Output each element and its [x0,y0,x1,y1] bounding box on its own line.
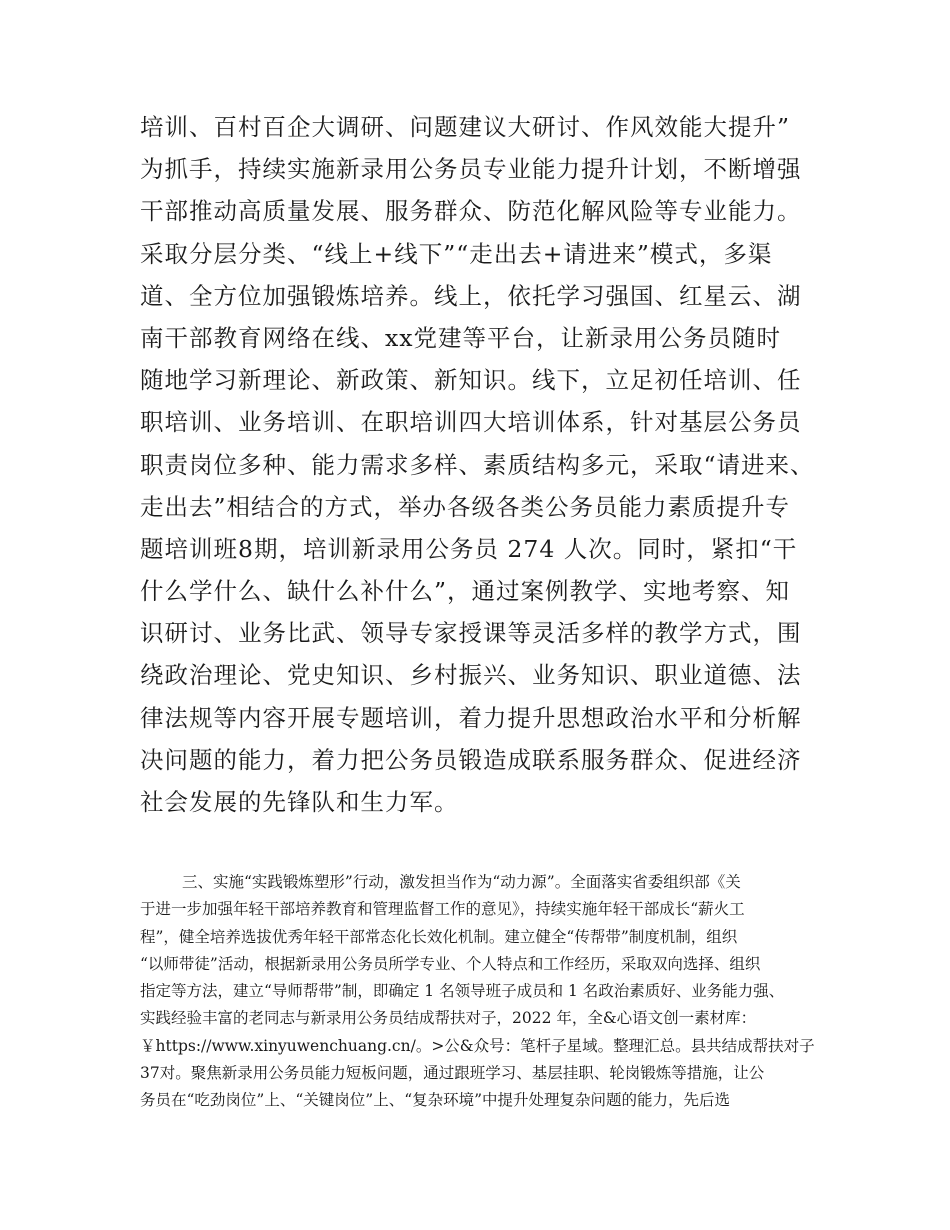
text-line: 道、全方位加强锻炼培养。线上，依托学习强国、红星云、湖 [140,281,802,310]
text-line: “以师带徒”活动，根据新录用公务员所学专业、个人特点和工作经历，采取双向选择、组织 [140,954,761,973]
text-line: 走出去”相结合的方式，举办各级各类公务员能力素质提升专 [140,492,791,521]
text-line: 三、实施“实践锻炼塑形”行动，激发担当作为“动力源”。全面落实省委组织部《关 [182,873,741,891]
text-line: 绕政治理论、党史知识、乡村振兴、业务知识、职业道德、法 [140,661,802,690]
text-line: 律法规等内容开展专题培训，着力提升思想政治水平和分析解 [140,703,802,732]
text-line: ￥https://www.xinyuwenchuang.cn/。>公&众号：笔杆子星域。整理汇总。县共结成帮扶对子 [140,1036,815,1055]
text-line: 为抓手，持续实施新录用公务员专业能力提升计划，不断增强 [140,155,802,184]
paragraph-small [140,869,815,1115]
text-line: 指定等方法，建立“导师帮带”制，即确定 1 名领导班子成员和 1 名政治素质好、业务能力强、 [140,982,785,1001]
text-line: 识研讨、业务比武、领导专家授课等灵活多样的教学方式，围 [140,619,802,648]
text-line: 题培训班8期，培训新录用公务员 274 人次。同时，紧扣“干 [140,534,798,563]
text-line: 社会发展的先锋队和生力军。 [140,788,459,816]
text-line: 随地学习新理论、新政策、新知识。线下，立足初任培训、任 [140,366,802,395]
text-line: 职培训、业务培训、在职培训四大培训体系，针对基层公务员 [140,408,802,437]
text-line: 培训、百村百企大调研、问题建议大研讨、作风效能大提升” [140,113,791,141]
text-line: 于进一步加强年轻干部培养教育和管理监督工作的意见》，持续实施年轻干部成长“薪火工 [140,900,745,919]
text-line: 程”，健全培养选拔优秀年轻干部常态化长效化机制。建立健全“传帮带”制度机制，组织 [140,927,738,946]
text-line: 实践经验丰富的老同志与新录用公务员结成帮扶对子，2022 年，全&心语文创一素材库： [140,1009,757,1028]
text-line: 决问题的能力，着力把公务员锻造成联系服务群众、促进经济 [140,745,802,774]
text-line: 采取分层分类、“线上+线下”“走出去+请进来”模式，多渠 [140,239,773,268]
text-line: 什么学什么、缺什么补什么”，通过案例教学、实地考察、知 [140,577,791,606]
text-line: 37对。聚焦新录用公务员能力短板问题，通过跟班学习、基层挂职、轮岗锻炼等措施，让公 [140,1064,765,1083]
paragraph-large [140,106,815,823]
text-line: 南干部教育网络在线、xx党建等平台，让新录用公务员随时 [140,323,782,352]
text-line: 务员在“吃劲岗位”上、“关键岗位”上、“复杂环境”中提升处理复杂问题的能力，先后选 [140,1091,731,1110]
text-line: 职责岗位多种、能力需求多样、素质结构多元，采取“请进来、 [140,450,815,479]
text-line: 干部推动高质量发展、服务群众、防范化解风险等专业能力。 [140,197,802,226]
